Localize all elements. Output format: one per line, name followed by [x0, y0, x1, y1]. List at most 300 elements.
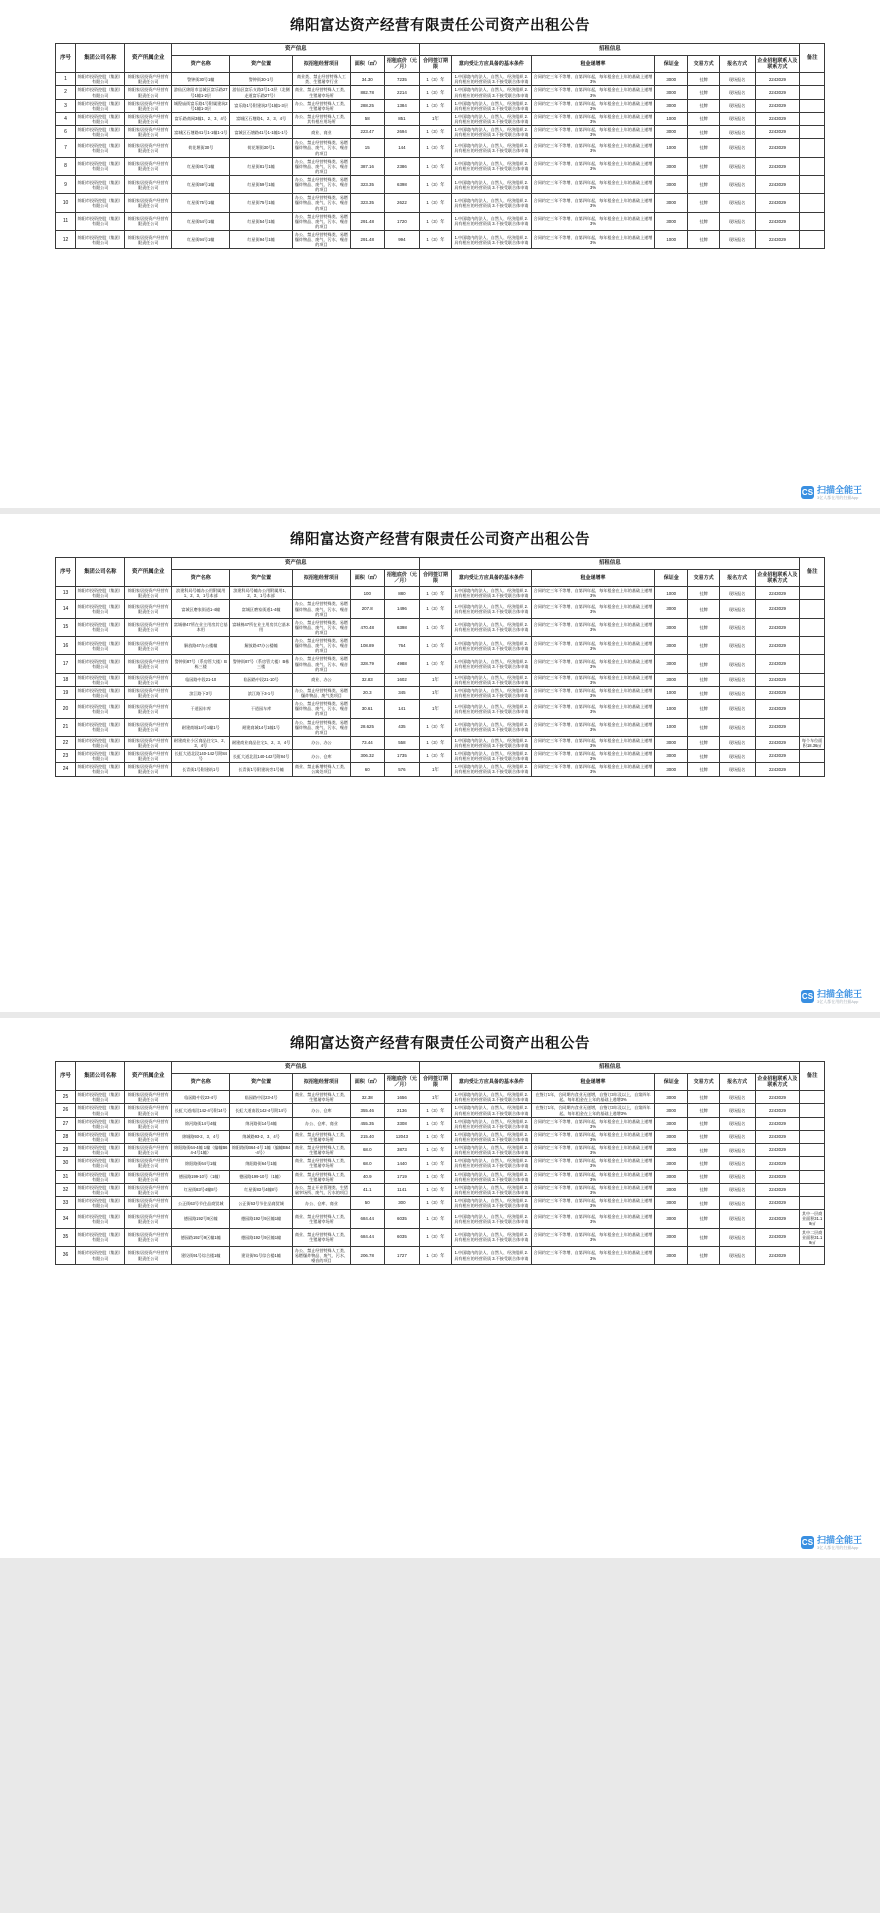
row-asset-location: 长虹大道北段140-142号附84号	[230, 750, 293, 763]
row-trade-mode: 挂牌	[688, 112, 719, 125]
row-contact: 2243029	[755, 718, 800, 736]
row-area: 68.0	[350, 1144, 384, 1157]
row-trade-mode: 挂牌	[688, 1117, 719, 1130]
row-rent-increase: 合同约定三年不等增、自第四年起，每年租金在上年的基础上递增3%	[532, 587, 655, 600]
row-rent-increase: 合同约定三年不等增、自第四年起，每年租金在上年的基础上递增3%	[532, 1210, 655, 1228]
row-trade-mode: 挂牌	[688, 618, 719, 636]
row-rent-increase: 合同约定三年不等增、自第四年起，每年租金在上年的基础上递增3%	[532, 1117, 655, 1130]
row-remark	[800, 112, 825, 125]
row-contract-term: 1年	[420, 1091, 451, 1104]
row-contract-term: 1（3）年	[420, 86, 451, 99]
row-asset-location: 富城区石塘路41号1-1幢1-1号	[230, 126, 293, 139]
th-asset-info-group: 资产信息	[172, 558, 420, 570]
th-contact: 企业招租联系人及联系方式	[755, 55, 800, 73]
row-tenant-requirements: 1.中国境内的法人、自然人、经济组织 2.具有相应的经营资质 3.不接受联合体申请	[451, 1170, 531, 1183]
row-rent-increase: 合同约定三年不等增、自第四年起，每年租金在上年的基础上递增3%	[532, 655, 655, 673]
row-asset-name: 德园路192号9区幢1幢	[172, 1228, 230, 1246]
row-area: 20.3	[350, 687, 384, 700]
row-rent-increase: 合同约定三年不等增、自第四年起，每年租金在上年的基础上递增3%	[532, 99, 655, 112]
row-trade-mode: 挂牌	[688, 99, 719, 112]
row-contract-term: 1（3）年	[420, 157, 451, 175]
row-asset-location: 建设街91号综合楼1幢	[230, 1246, 293, 1264]
row-tenant-requirements: 1.中国境内的法人、自然人、经济组织 2.具有相应的经营资质 3.不接受联合体申请	[451, 1210, 531, 1228]
asset-rental-table-3	[55, 1061, 825, 1265]
table-row	[56, 687, 825, 700]
row-floor-price: 6035	[384, 1210, 420, 1228]
th-tenant-requirements: 意向受让方应具备的基本条件	[451, 569, 531, 587]
th-contract-term: 合同签订期限	[420, 569, 451, 587]
row-area: 28.625	[350, 718, 384, 736]
row-tenant-requirements: 1.中国境内的法人、自然人、经济组织 2.具有相应的经营资质 3.不接受联合体申请	[451, 618, 531, 636]
row-floor-price: 994	[384, 230, 420, 248]
table-row	[56, 750, 825, 763]
th-deposit: 保证金	[654, 569, 688, 587]
row-area: 215.40	[350, 1130, 384, 1143]
asset-rental-table-2	[55, 557, 825, 777]
row-trade-mode: 挂牌	[688, 1170, 719, 1183]
row-index: 24	[56, 763, 76, 776]
row-contract-term: 1（3）年	[420, 1104, 451, 1117]
th-owner-company: 资产所属企业	[125, 1062, 172, 1091]
row-contract-term: 1年	[420, 687, 451, 700]
row-rent-increase: 合同约定三年不等增、自第四年起，每年租金在上年的基础上递增3%	[532, 1197, 655, 1210]
row-contract-term: 1（3）年	[420, 587, 451, 600]
th-floor-price: 招租底价（元／月）	[384, 569, 420, 587]
row-lease-project: 办公、禁止经营特殊类、易燃爆炸物品、废气、污水、噪音的项目	[292, 718, 350, 736]
row-index: 22	[56, 736, 76, 749]
row-contract-term: 1（3）年	[420, 750, 451, 763]
row-trade-mode: 挂牌	[688, 1104, 719, 1117]
row-trade-mode: 挂牌	[688, 194, 719, 212]
row-asset-location: 临园路中段21-10号	[230, 673, 293, 686]
row-group-company: 绵阳市投资控股（集团）有限公司	[76, 750, 125, 763]
th-trade-mode: 交易方式	[688, 569, 719, 587]
row-asset-name: 红星街81号1幢	[172, 157, 230, 175]
row-rent-increase: 合同约定三年不等增、自第四年起，每年租金在上年的基础上递增3%	[532, 700, 655, 718]
row-remark	[800, 1117, 825, 1130]
table-row	[56, 139, 825, 157]
row-owner-company: 绵阳家居投资产经营有限责任公司	[125, 230, 172, 248]
row-index: 10	[56, 194, 76, 212]
row-contact: 2243029	[755, 1144, 800, 1157]
th-rent-info-group: 招租信息	[420, 44, 800, 56]
row-remark	[800, 718, 825, 736]
row-trade-mode: 挂牌	[688, 637, 719, 655]
row-asset-name: 绵城路93-2、3、4号	[172, 1130, 230, 1143]
row-asset-name: 富城区磨家街道1-4幢	[172, 600, 230, 618]
row-deposit: 3000	[654, 600, 688, 618]
row-owner-company: 绵阳家居投资产经营有限责任公司	[125, 157, 172, 175]
row-asset-location: 长虹大道南段142-4号附14号	[230, 1104, 293, 1117]
header-row-group	[56, 44, 825, 56]
watermark-sublabel: 3亿人都在用的扫描App	[816, 494, 859, 500]
th-remark: 备注	[800, 1062, 825, 1091]
table-row	[56, 86, 825, 99]
table-row	[56, 1104, 825, 1117]
row-asset-location: 绵河路街14号4幢	[230, 1117, 293, 1130]
table-row	[56, 1246, 825, 1264]
row-group-company: 绵阳市投资控股（集团）有限公司	[76, 1117, 125, 1130]
row-contact: 2243029	[755, 126, 800, 139]
row-signup-mode: 现场报名	[719, 86, 755, 99]
row-contract-term: 1（3）年	[420, 718, 451, 736]
row-area: 50	[350, 1197, 384, 1210]
th-asset-info-group: 资产信息	[172, 44, 420, 56]
row-asset-location: 荷花堰街30号1	[230, 139, 293, 157]
row-owner-company: 绵阳家居投资产经营有限责任公司	[125, 587, 172, 600]
row-rent-increase: 合同约定三年不等增、自第四年起，每年租金在上年的基础上递增3%	[532, 687, 655, 700]
row-signup-mode: 现场报名	[719, 1210, 755, 1228]
row-floor-price: 2622	[384, 194, 420, 212]
row-trade-mode: 挂牌	[688, 1197, 719, 1210]
row-contact: 2243029	[755, 157, 800, 175]
row-asset-location: 临园路中段23-4号	[230, 1091, 293, 1104]
row-index: 31	[56, 1170, 76, 1183]
row-group-company: 绵阳市投资控股（集团）有限公司	[76, 1228, 125, 1246]
asset-rental-table-1	[55, 43, 825, 249]
row-deposit: 3000	[654, 1091, 688, 1104]
row-index: 1	[56, 73, 76, 86]
th-group-company: 集团公司名称	[76, 1062, 125, 1091]
row-lease-project: 办公、禁止经营特殊类、易燃爆炸物品、废气、污水、噪音的项目	[292, 637, 350, 655]
row-group-company: 绵阳市投资控股（集团）有限公司	[76, 230, 125, 248]
row-signup-mode: 现场报名	[719, 99, 755, 112]
row-rent-increase: 合同约定三年不等增、自第四年起，每年租金在上年的基础上递增3%	[532, 139, 655, 157]
th-signup-mode: 报名方式	[719, 55, 755, 73]
table-row	[56, 1170, 825, 1183]
row-asset-name: 警钟街30号1幢	[172, 73, 230, 86]
row-contact: 2243029	[755, 1130, 800, 1143]
row-asset-name: 耐建商城14号1幢1号	[172, 718, 230, 736]
row-rent-increase: 合同约定三年不等增、自第四年起，每年租金在上年的基础上递增3%	[532, 1157, 655, 1170]
row-trade-mode: 挂牌	[688, 700, 719, 718]
scanner-icon: CS	[801, 1538, 814, 1548]
row-asset-name: 红星街83号4幢8号	[172, 1183, 230, 1196]
row-deposit: 3000	[654, 194, 688, 212]
row-index: 9	[56, 176, 76, 194]
row-group-company: 绵阳市投资控股（集团）有限公司	[76, 73, 125, 86]
watermark-3	[801, 1536, 862, 1550]
row-owner-company: 绵阳家居投资产经营有限责任公司	[125, 637, 172, 655]
row-floor-price: 300	[384, 1197, 420, 1210]
row-contract-term: 1年	[420, 700, 451, 718]
row-tenant-requirements: 1.中国境内的法人、自然人、经济组织 2.具有相应的经营资质 3.不接受联合体申请	[451, 750, 531, 763]
row-index: 26	[56, 1104, 76, 1117]
table-row	[56, 763, 825, 776]
row-asset-location: 长青街1号附建筑旁1号幢	[230, 763, 293, 776]
row-deposit: 1000	[654, 587, 688, 600]
row-tenant-requirements: 1.中国境内的法人、自然人、经济组织 2.具有相应的经营资质 3.不接受联合体申请	[451, 587, 531, 600]
row-index: 35	[56, 1228, 76, 1246]
row-tenant-requirements: 1.中国境内的法人、自然人、经济组织 2.具有相应的经营资质 3.不接受联合体申请	[451, 1246, 531, 1264]
row-lease-project	[292, 587, 350, 600]
th-contact: 企业招租联系人及联系方式	[755, 1073, 800, 1091]
table-row	[56, 700, 825, 718]
th-asset-info-group: 资产信息	[172, 1062, 420, 1074]
row-deposit: 3000	[654, 618, 688, 636]
row-area: 684.44	[350, 1210, 384, 1228]
row-rent-increase: 合同约定三年不等增、自第四年起，每年租金在上年的基础上递增3%	[532, 194, 655, 212]
row-asset-name: 干道园车库	[172, 700, 230, 718]
row-owner-company: 绵阳家居投资产经营有限责任公司	[125, 1183, 172, 1196]
page-title: 绵阳富达资产经营有限责任公司资产出租公告	[290, 18, 590, 34]
row-floor-price: 144	[384, 139, 420, 157]
row-floor-price: 576	[384, 763, 420, 776]
row-asset-name: 绵阳路街64-4幢 1幢（编幢B64-4号1幢）	[172, 1144, 230, 1157]
row-area: 223.47	[350, 126, 384, 139]
row-lease-project: 办公、禁止经营特殊类、易燃爆炸物品、废气、污水、噪音的项目	[292, 600, 350, 618]
row-lease-project: 办公、禁止开业管理类、生猪屠宰场所、废气、污水的项目	[292, 1183, 350, 1196]
row-signup-mode: 现场报名	[719, 1117, 755, 1130]
row-contract-term: 1（3）年	[420, 1157, 451, 1170]
row-area: 323.35	[350, 176, 384, 194]
table-container-2	[0, 557, 880, 777]
row-signup-mode: 现场报名	[719, 73, 755, 86]
table-header-2	[56, 558, 825, 587]
th-group-company: 集团公司名称	[76, 558, 125, 587]
row-index: 27	[56, 1117, 76, 1130]
row-floor-price: 345	[384, 687, 420, 700]
row-floor-price: 6398	[384, 618, 420, 636]
row-group-company: 绵阳市投资控股（集团）有限公司	[76, 212, 125, 230]
row-remark	[800, 1183, 825, 1196]
row-asset-name: 德园路199-10号（1幢）	[172, 1170, 230, 1183]
row-group-company: 绵阳市投资控股（集团）有限公司	[76, 86, 125, 99]
row-trade-mode: 挂牌	[688, 1210, 719, 1228]
row-deposit: 3000	[654, 73, 688, 86]
row-floor-price: 6035	[384, 1228, 420, 1246]
row-asset-location: 干道园车库	[230, 700, 293, 718]
row-contact: 2243029	[755, 736, 800, 749]
row-deposit: 3000	[654, 126, 688, 139]
row-contact: 2243029	[755, 86, 800, 99]
row-owner-company: 绵阳家居投资产经营有限责任公司	[125, 1130, 172, 1143]
row-floor-price: 1720	[384, 212, 420, 230]
row-index: 18	[56, 673, 76, 686]
th-owner-company: 资产所属企业	[125, 558, 172, 587]
row-group-company: 绵阳市投资控股（集团）有限公司	[76, 99, 125, 112]
row-deposit: 3000	[654, 1130, 688, 1143]
row-contact: 2243029	[755, 637, 800, 655]
row-lease-project: 办公、禁止经营特殊人工类、生猪屠宰场所	[292, 99, 350, 112]
row-contract-term: 1（3）年	[420, 1246, 451, 1264]
row-floor-price: 851	[384, 112, 420, 125]
row-contact: 2243029	[755, 700, 800, 718]
row-contract-term: 1（3）年	[420, 99, 451, 112]
row-remark	[800, 637, 825, 655]
row-owner-company: 绵阳家居投资产经营有限责任公司	[125, 1210, 172, 1228]
row-remark	[800, 176, 825, 194]
watermark-2	[801, 990, 862, 1004]
row-signup-mode: 现场报名	[719, 1246, 755, 1264]
row-contract-term: 1（3）年	[420, 126, 451, 139]
row-asset-name: 城隍庙街富乐路1号附属建筑2号1幢1-3层	[172, 99, 230, 112]
row-rent-increase: 合同约定三年不等增、自第四年起，每年租金在上年的基础上递增3%	[532, 112, 655, 125]
row-rent-increase: 合同约定三年不等增、自第四年起，每年租金在上年的基础上递增3%	[532, 637, 655, 655]
row-contact: 2243029	[755, 587, 800, 600]
th-floor-price: 招租底价（元／月）	[384, 1073, 420, 1091]
row-index: 30	[56, 1157, 76, 1170]
row-remark: 其中一层商业面积31.19㎡	[800, 1210, 825, 1228]
row-floor-price: 1141	[384, 1183, 420, 1196]
row-asset-name: 富乐路商网3幢1、2、3、4号	[172, 112, 230, 125]
row-contract-term: 1（3）年	[420, 1117, 451, 1130]
row-area: 355.46	[350, 1104, 384, 1117]
row-contact: 2243029	[755, 1117, 800, 1130]
row-rent-increase: 合同约定三年不等增、自第四年起，每年租金在上年的基础上递增3%	[532, 736, 655, 749]
row-trade-mode: 挂牌	[688, 139, 719, 157]
row-signup-mode: 现场报名	[719, 687, 755, 700]
row-asset-name: 临园路中段21-10	[172, 673, 230, 686]
row-floor-price: 1656	[384, 1091, 420, 1104]
row-group-company: 绵阳市投资控股（集团）有限公司	[76, 655, 125, 673]
row-group-company: 绵阳市投资控股（集团）有限公司	[76, 1144, 125, 1157]
row-deposit: 3000	[654, 637, 688, 655]
row-trade-mode: 挂牌	[688, 86, 719, 99]
row-rent-increase: 合同约定三年不等增、自第四年起，每年租金在上年的基础上递增3%	[532, 212, 655, 230]
row-signup-mode: 现场报名	[719, 736, 755, 749]
row-tenant-requirements: 1.中国境内的法人、自然人、经济组织 2.具有相应的经营资质 3.不接受联合体申请	[451, 655, 531, 673]
row-tenant-requirements: 1.中国境内的法人、自然人、经济组织 2.具有相应的经营资质 3.不接受联合体申请	[451, 1104, 531, 1117]
row-tenant-requirements: 1.中国境内的法人、自然人、经济组织 2.具有相应的经营资质 3.不接受联合体申请	[451, 1197, 531, 1210]
row-area: 60	[350, 763, 384, 776]
row-tenant-requirements: 1.中国境内的法人、自然人、经济组织 2.具有相应的经营资质 3.不接受联合体申请	[451, 1130, 531, 1143]
row-asset-location: 耐建商业商品住宅1、2、3、4号	[230, 736, 293, 749]
row-signup-mode: 现场报名	[719, 139, 755, 157]
row-asset-location: 德园路192号9区幢1幢	[230, 1210, 293, 1228]
row-remark	[800, 600, 825, 618]
row-lease-project: 商业、办公	[292, 673, 350, 686]
th-remark: 备注	[800, 558, 825, 587]
row-group-company: 绵阳市投资控股（集团）有限公司	[76, 1157, 125, 1170]
row-trade-mode: 挂牌	[688, 687, 719, 700]
row-contact: 2243029	[755, 1091, 800, 1104]
row-index: 32	[56, 1183, 76, 1196]
row-area: 882.78	[350, 86, 384, 99]
th-asset-name: 资产名称	[172, 569, 230, 587]
row-asset-location: 解放路47办公楼幢	[230, 637, 293, 655]
watermark-sublabel: 3亿人都在用的扫描App	[816, 1544, 859, 1550]
row-group-company: 绵阳市投资控股（集团）有限公司	[76, 194, 125, 212]
row-lease-project: 办公、禁止经营特殊类、易燃爆炸物品、废气、污水、噪音的项目	[292, 618, 350, 636]
row-index: 12	[56, 230, 76, 248]
row-area: 306.32	[350, 750, 384, 763]
th-asset-name: 资产名称	[172, 55, 230, 73]
row-area: 291.48	[350, 212, 384, 230]
row-remark	[800, 212, 825, 230]
row-area: 40.9	[350, 1170, 384, 1183]
th-lease-project: 拟招租经营项目	[292, 1073, 350, 1091]
row-owner-company: 绵阳家居投资产经营有限责任公司	[125, 176, 172, 194]
row-index: 13	[56, 587, 76, 600]
row-owner-company: 绵阳家居投资产经营有限责任公司	[125, 750, 172, 763]
row-rent-increase: 合同约定三年不等增、自第四年起，每年租金在上年的基础上递增3%	[532, 1170, 655, 1183]
row-tenant-requirements: 1.中国境内的法人、自然人、经济组织 2.具有相应的经营资质 3.不接受联合体申请	[451, 1228, 531, 1246]
th-lease-project: 拟招租经营项目	[292, 55, 350, 73]
row-lease-project: 商业、禁止经营特殊人工类、生猪屠宰场所	[292, 86, 350, 99]
row-area: 30.61	[350, 700, 384, 718]
row-floor-price: 1384	[384, 99, 420, 112]
row-deposit: 1000	[654, 139, 688, 157]
row-rent-increase: 合同约定三年不等增、自第四年起，每年租金在上年的基础上递增3%	[532, 718, 655, 736]
table-row	[56, 1183, 825, 1196]
row-remark	[800, 750, 825, 763]
row-area: 206.78	[350, 1246, 384, 1264]
row-signup-mode: 现场报名	[719, 637, 755, 655]
row-remark	[800, 1170, 825, 1183]
row-owner-company: 绵阳家居投资产经营有限责任公司	[125, 73, 172, 86]
row-index: 14	[56, 600, 76, 618]
row-deposit: 3000	[654, 736, 688, 749]
row-signup-mode: 现场报名	[719, 587, 755, 600]
table-row	[56, 112, 825, 125]
th-asset-location: 资产位置	[230, 1073, 293, 1091]
scanner-icon: CS	[801, 992, 814, 1002]
row-group-company: 绵阳市投资控股（集团）有限公司	[76, 600, 125, 618]
row-area: 470.48	[350, 618, 384, 636]
row-owner-company: 绵阳家居投资产经营有限责任公司	[125, 126, 172, 139]
row-index: 11	[56, 212, 76, 230]
row-contract-term: 1（3）年	[420, 1183, 451, 1196]
row-signup-mode: 现场报名	[719, 176, 755, 194]
row-asset-name: 长虹大道南段142-4号附14号	[172, 1104, 230, 1117]
document-page-1	[0, 0, 880, 508]
row-trade-mode: 挂牌	[688, 1228, 719, 1246]
row-trade-mode: 挂牌	[688, 230, 719, 248]
row-remark	[800, 73, 825, 86]
row-tenant-requirements: 1.中国境内的法人、自然人、经济组织 2.具有相应的经营资质 3.不接受联合体申请	[451, 176, 531, 194]
row-floor-price: 1719	[384, 1170, 420, 1183]
th-floor-price: 招租底价（元／月）	[384, 55, 420, 73]
row-contact: 2243029	[755, 1157, 800, 1170]
row-deposit: 3000	[654, 176, 688, 194]
row-rent-increase: 合同约定三年不等增、自第四年起，每年租金在上年的基础上递增3%	[532, 176, 655, 194]
row-contract-term: 1（3）年	[420, 1130, 451, 1143]
row-signup-mode: 现场报名	[719, 750, 755, 763]
row-owner-company: 绵阳家居投资产经营有限责任公司	[125, 673, 172, 686]
row-tenant-requirements: 1.中国境内的法人、自然人、经济组织 2.具有相应的经营资质 3.不接受联合体申请	[451, 99, 531, 112]
row-contact: 2243029	[755, 1170, 800, 1183]
row-asset-location: 德园路199-10号（1幢）	[230, 1170, 293, 1183]
page-title-2: 绵阳富达资产经营有限责任公司资产出租公告	[290, 532, 590, 548]
row-contact: 2243029	[755, 618, 800, 636]
table-row	[56, 1197, 825, 1210]
row-group-company: 绵阳市投资控股（集团）有限公司	[76, 673, 125, 686]
th-deposit: 保证金	[654, 55, 688, 73]
row-contact: 2243029	[755, 176, 800, 194]
th-tenant-requirements: 意向受让方应具备的基本条件	[451, 55, 531, 73]
row-owner-company: 绵阳家居投资产经营有限责任公司	[125, 600, 172, 618]
row-lease-project: 商业、商业	[292, 126, 350, 139]
row-asset-location: 红星街81号1幢	[230, 157, 293, 175]
row-trade-mode: 挂牌	[688, 176, 719, 194]
th-owner-company: 资产所属企业	[125, 44, 172, 73]
row-deposit: 3000	[654, 157, 688, 175]
row-floor-price: 3873	[384, 1144, 420, 1157]
table-body-2	[56, 587, 825, 776]
table-row	[56, 1157, 825, 1170]
row-index: 19	[56, 687, 76, 700]
row-asset-location: 红星街54号1幢	[230, 212, 293, 230]
table-container-1	[0, 43, 880, 249]
row-owner-company: 绵阳家居投资产经营有限责任公司	[125, 736, 172, 749]
row-asset-location: 红星街59号1幢	[230, 176, 293, 194]
row-group-company: 绵阳市投资控股（集团）有限公司	[76, 1170, 125, 1183]
row-lease-project: 商业、禁止新增特殊人工类、公寓处项目	[292, 763, 350, 776]
row-asset-location: 滨江路下3-1号	[230, 687, 293, 700]
row-owner-company: 绵阳家居投资产经营有限责任公司	[125, 1104, 172, 1117]
table-row	[56, 212, 825, 230]
